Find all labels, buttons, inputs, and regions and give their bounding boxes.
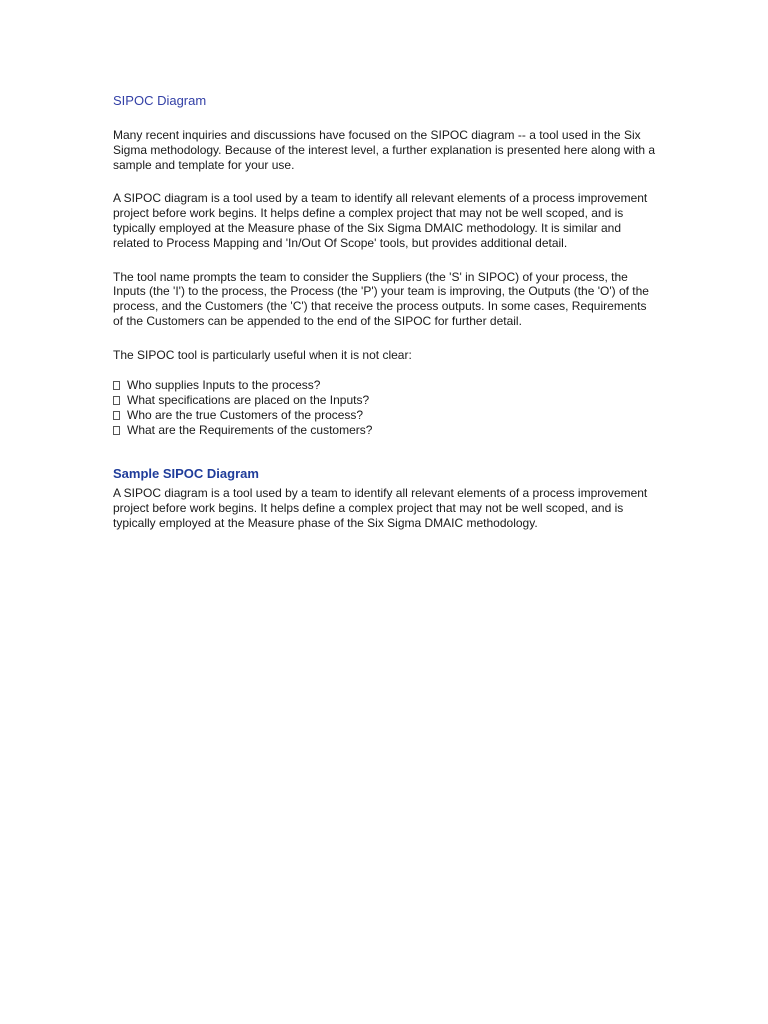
checklist-item	[113, 393, 658, 408]
checklist-item	[113, 423, 658, 438]
checklist-lead-paragraph: The SIPOC tool is particularly useful when it is not clear:	[113, 347, 412, 362]
definition-paragraph: A SIPOC diagram is a tool used by a team to identify all relevant elements of a process improvement project before work begins. It helps define a complex project that may not be well scoped, and is typically employed at the Measure phase of the Six Sigma DMAIC methodology. It is similar and related to Process Mapping and 'In/Out Of Scope' tools, but provides additional detail.	[113, 191, 648, 250]
checkbox-icon	[113, 396, 120, 405]
checklist	[113, 378, 658, 439]
checklist-item-text: Who supplies Inputs to the process?	[127, 377, 321, 392]
checklist-item-text: Who are the true Customers of the process?	[127, 407, 364, 422]
document-page	[113, 93, 658, 550]
checklist-item	[113, 408, 658, 423]
checklist-item-text: What specifications are placed on the Inputs?	[127, 392, 370, 407]
sample-heading: Sample SIPOC Diagram	[113, 466, 259, 482]
sample-paragraph: A SIPOC diagram is a tool used by a team to identify all relevant elements of a process improvement project before work begins. It helps define a complex project that may not be well scoped, and is typically employed at the Measure phase of the Six Sigma DMAIC methodology.	[113, 486, 648, 530]
intro-paragraph: Many recent inquiries and discussions have focused on the SIPOC diagram -- a tool used in the Six Sigma methodology. Because of the interest level, a further explanation is presented here along with a sample and template for your use.	[113, 128, 656, 172]
checkbox-icon	[113, 411, 120, 420]
checkbox-icon	[113, 381, 120, 390]
checklist-item-text: What are the Requirements of the customers?	[127, 423, 373, 438]
page-title: SIPOC Diagram	[113, 93, 207, 108]
checklist-item	[113, 378, 658, 393]
tool-name-paragraph: The tool name prompts the team to consider the Suppliers (the 'S' in SIPOC) of your process, the Inputs (the 'I') to the process, the Process (the 'P') your team is improving, the Outputs (the 'O') of the process, and the Customers (the 'C') that receive the process outputs. In some cases, Requirements of the Customers can be appended to the end of the SIPOC for further detail.	[113, 269, 649, 328]
checkbox-icon	[113, 426, 120, 435]
